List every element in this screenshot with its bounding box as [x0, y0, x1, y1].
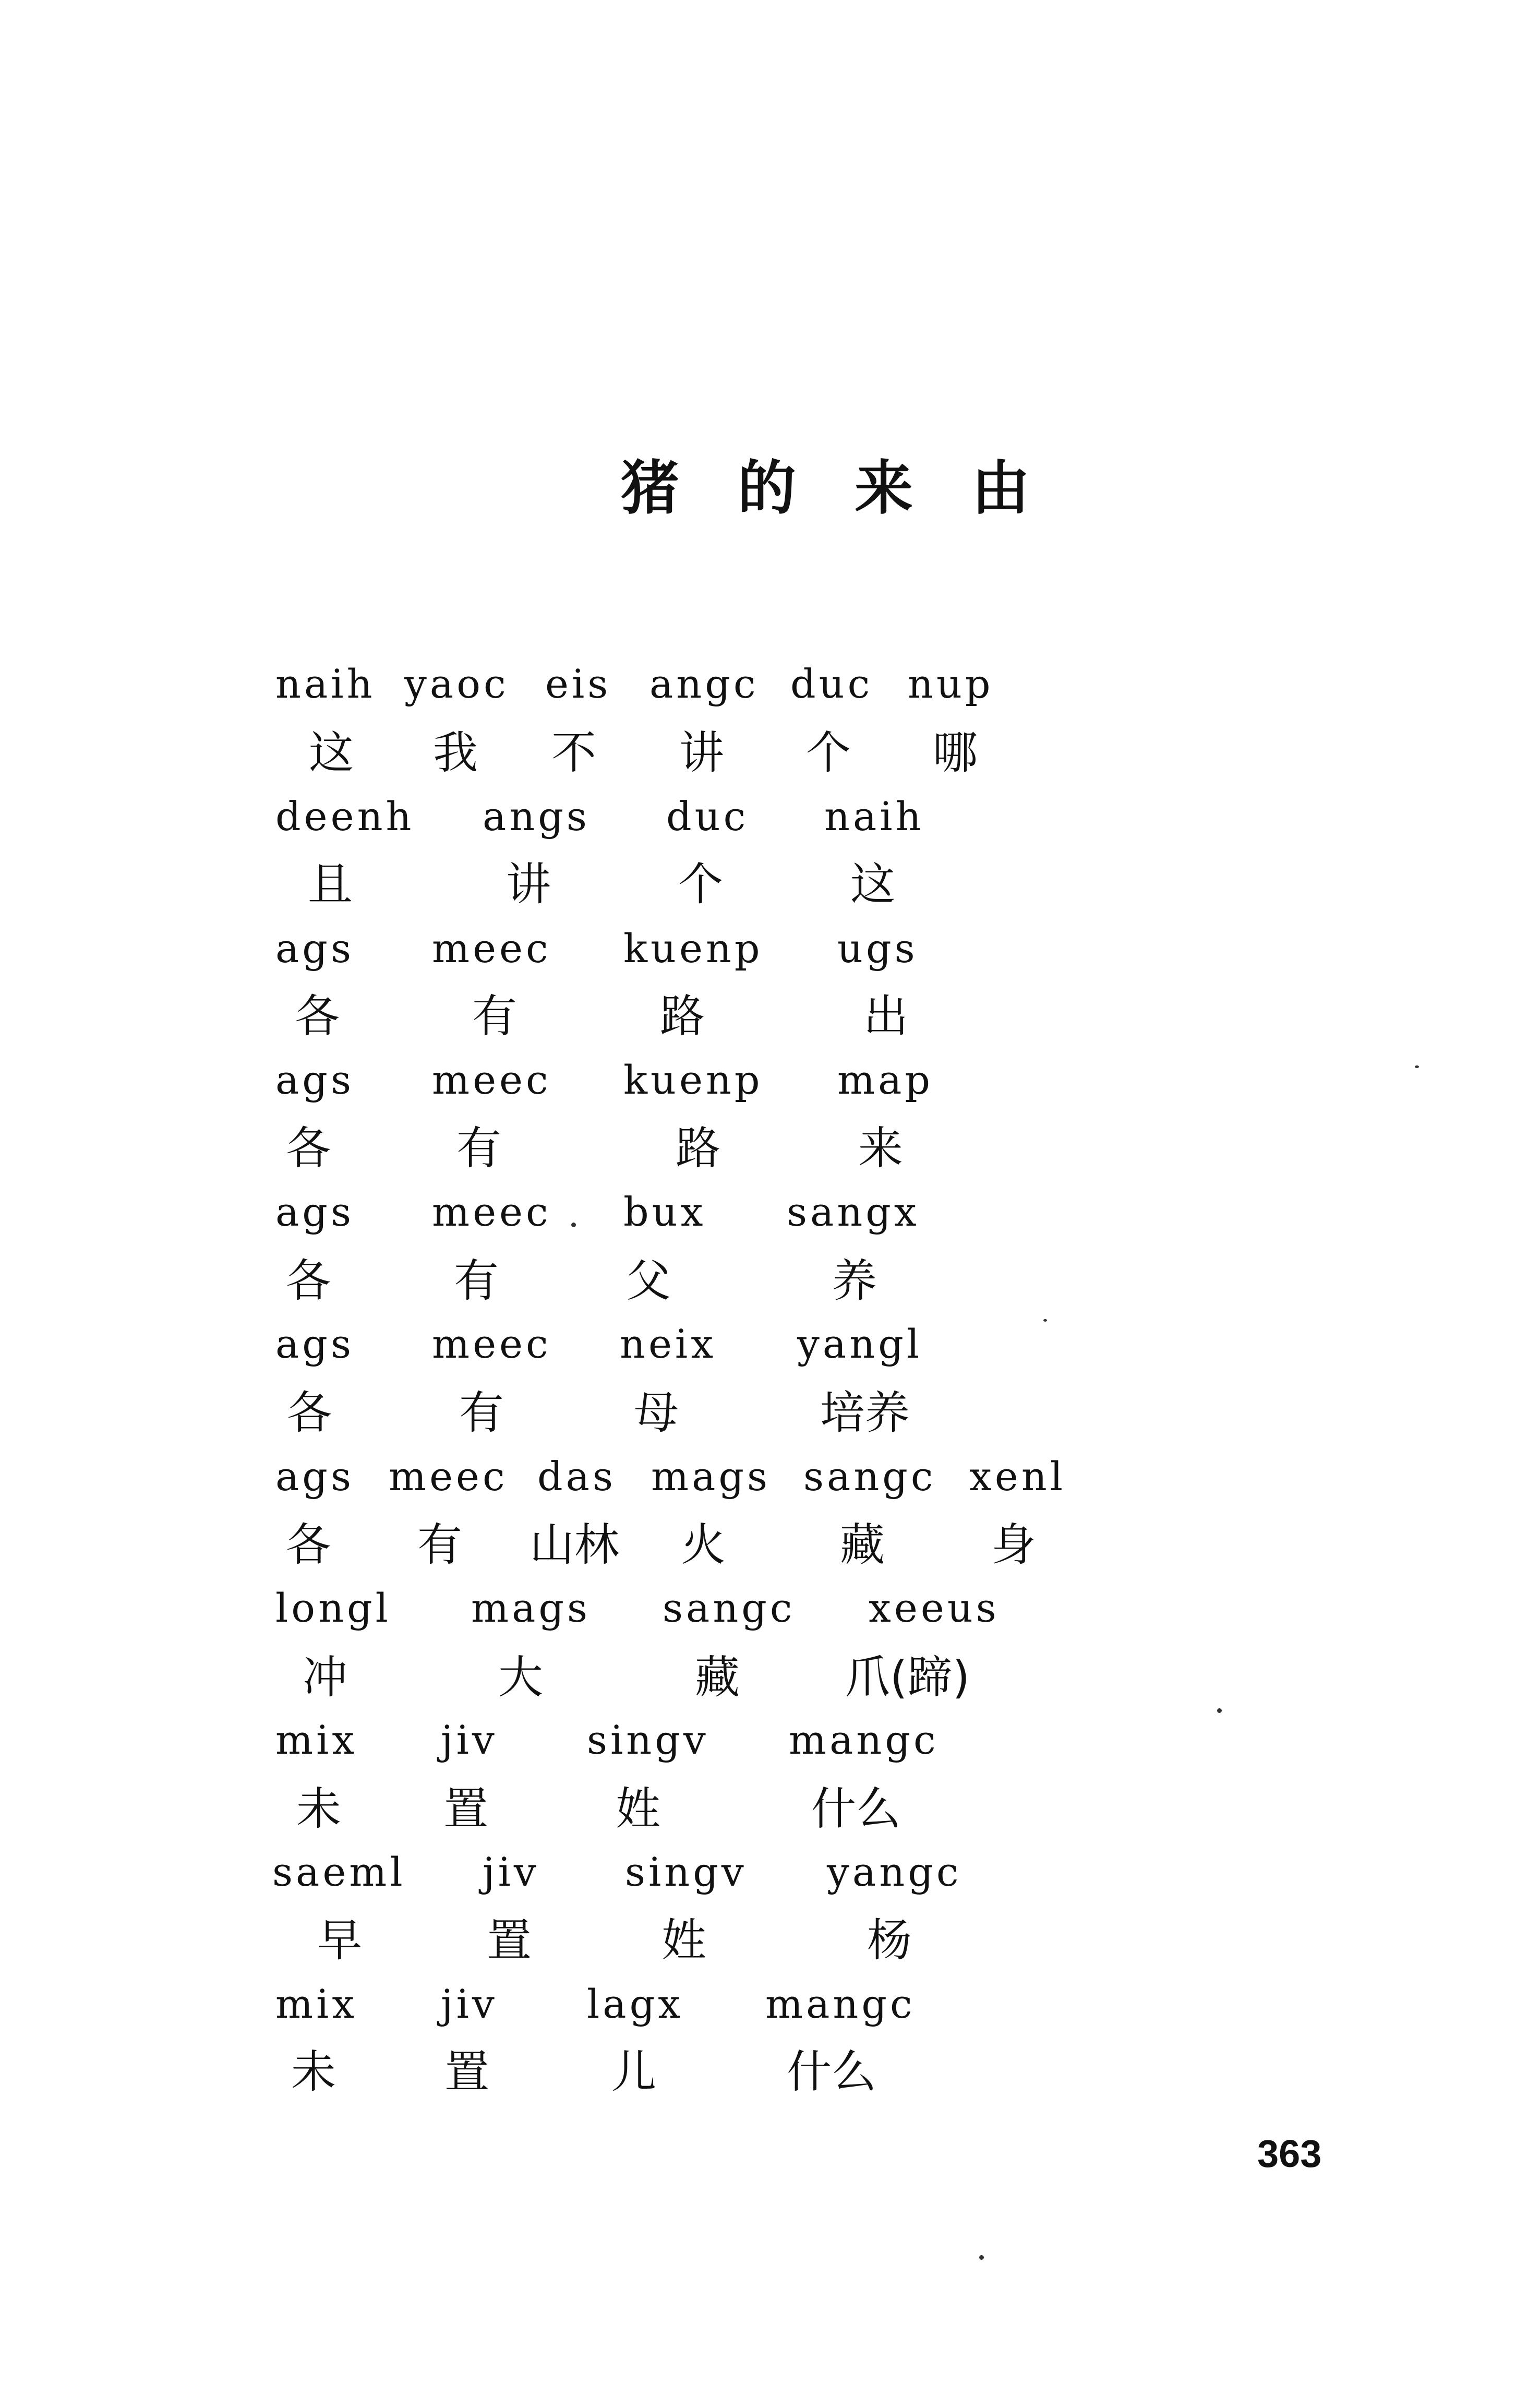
chinese-word: 父 — [626, 1255, 671, 1307]
speck-mark — [571, 1223, 576, 1227]
romanized-line — [0, 1849, 1540, 1920]
chinese-gloss-line — [0, 1387, 1540, 1458]
romanized-word: sangx — [787, 1189, 920, 1235]
romanized-word: ags — [275, 925, 354, 972]
chinese-word: 火 — [681, 1519, 726, 1571]
chinese-word: 藏 — [840, 1519, 885, 1571]
chinese-word: 各 — [287, 1387, 332, 1439]
speck-mark — [1217, 1708, 1222, 1713]
romanized-word: deenh — [275, 793, 415, 840]
romanized-word: jiv — [441, 1717, 498, 1763]
chinese-word: 不 — [551, 727, 596, 779]
chinese-word: 杨 — [867, 1914, 912, 1967]
speck-mark — [1043, 1319, 1047, 1322]
romanized-word: singv — [587, 1717, 709, 1763]
chinese-word: 大 — [498, 1651, 543, 1704]
chinese-word: 有 — [459, 1387, 504, 1439]
romanized-word: jiv — [441, 1981, 498, 2027]
romanized-word: ags — [275, 1321, 354, 1367]
chinese-word: 养 — [832, 1255, 877, 1307]
chinese-word: 什么 — [811, 1783, 901, 1835]
chinese-word: 出 — [863, 990, 908, 1043]
romanized-word: ags — [275, 1189, 354, 1235]
chinese-word: 姓 — [661, 1914, 706, 1967]
romanized-word: mangc — [789, 1717, 939, 1763]
chinese-gloss-line — [0, 990, 1540, 1062]
romanized-word: yaoc — [404, 661, 509, 707]
romanized-word: kuenp — [623, 925, 763, 972]
romanized-word: naih — [275, 661, 376, 707]
romanized-word: mix — [275, 1717, 358, 1763]
romanized-word: meec — [432, 1321, 551, 1367]
chinese-word: 这 — [309, 727, 354, 779]
chinese-word: 培养 — [820, 1387, 910, 1439]
chinese-word: 路 — [676, 1122, 720, 1175]
romanized-word: singv — [625, 1849, 747, 1895]
chinese-gloss-line — [0, 1255, 1540, 1326]
romanized-word: jiv — [483, 1849, 539, 1895]
chinese-word: 未 — [291, 2046, 336, 2098]
romanized-word: naih — [824, 793, 924, 840]
romanized-word: mangc — [765, 1981, 916, 2027]
romanized-line — [0, 1717, 1540, 1788]
chinese-word: 这 — [850, 858, 895, 911]
romanized-word: saeml — [272, 1849, 406, 1895]
romanized-line — [0, 661, 1540, 732]
romanized-word: yangl — [797, 1321, 923, 1367]
romanized-word: neix — [620, 1321, 717, 1367]
chinese-word: 早 — [317, 1914, 362, 1967]
chinese-word: 哪 — [933, 727, 978, 779]
chinese-word: 有 — [454, 1255, 499, 1307]
chinese-word: 什么 — [787, 2046, 876, 2098]
chinese-word: 各 — [286, 1255, 331, 1307]
chinese-gloss-line — [0, 2046, 1540, 2117]
chinese-word: 儿 — [611, 2046, 656, 2098]
romanized-word: mix — [275, 1981, 358, 2027]
romanized-word: ags — [275, 1057, 354, 1103]
chinese-word: 讲 — [506, 858, 551, 911]
romanized-word: yangc — [827, 1849, 962, 1895]
romanized-word: ags — [275, 1453, 354, 1500]
chinese-word: 未 — [296, 1783, 341, 1835]
romanized-word: xenl — [969, 1453, 1066, 1500]
romanized-word: sangc — [803, 1453, 936, 1500]
chinese-word: 我 — [433, 727, 478, 779]
chinese-word: 母 — [634, 1387, 679, 1439]
romanized-line — [0, 1453, 1540, 1525]
chinese-word: 冲 — [303, 1651, 347, 1704]
romanized-line — [0, 1057, 1540, 1128]
chinese-word: 路 — [660, 990, 705, 1043]
romanized-line — [0, 925, 1540, 997]
chinese-gloss-line — [0, 1519, 1540, 1590]
chinese-gloss-line — [0, 1914, 1540, 1986]
chinese-word: 置 — [487, 1914, 532, 1967]
chinese-word: 有 — [456, 1122, 501, 1175]
chinese-word: 爪(蹄) — [845, 1651, 970, 1704]
romanized-word: angs — [483, 793, 590, 840]
romanized-word: xeeus — [869, 1585, 1000, 1631]
romanized-word: meec — [389, 1453, 508, 1500]
romanized-word: das — [537, 1453, 616, 1500]
page-title: 猪的来由 — [621, 454, 1088, 522]
romanized-line — [0, 1321, 1540, 1392]
romanized-word: eis — [545, 661, 611, 707]
romanized-line — [0, 1189, 1540, 1260]
chinese-gloss-line — [0, 727, 1540, 798]
romanized-word: map — [837, 1057, 934, 1103]
romanized-word: meec — [432, 1189, 551, 1235]
chinese-word: 藏 — [695, 1651, 740, 1704]
romanized-word: duc — [666, 793, 749, 840]
speck-mark — [1415, 1065, 1419, 1068]
chinese-word: 各 — [286, 1122, 331, 1175]
romanized-word: bux — [623, 1189, 706, 1235]
chinese-word: 各 — [295, 990, 340, 1043]
chinese-word: 有 — [472, 990, 517, 1043]
chinese-word: 个 — [678, 858, 723, 911]
romanized-word: mags — [471, 1585, 591, 1631]
chinese-word: 置 — [444, 2046, 489, 2098]
romanized-line — [0, 793, 1540, 865]
chinese-word: 且 — [308, 858, 353, 911]
chinese-gloss-line — [0, 1651, 1540, 1723]
romanized-word: duc — [790, 661, 873, 707]
romanized-word: angc — [649, 661, 759, 707]
chinese-word: 有 — [417, 1519, 462, 1571]
chinese-word: 个 — [806, 727, 851, 779]
romanized-word: kuenp — [623, 1057, 763, 1103]
chinese-word: 山林 — [530, 1519, 619, 1571]
chinese-gloss-line — [0, 1783, 1540, 1854]
romanized-line — [0, 1981, 1540, 2052]
chinese-word: 身 — [991, 1519, 1036, 1571]
romanized-word: lagx — [587, 1981, 684, 2027]
romanized-word: meec — [432, 1057, 551, 1103]
chinese-word: 置 — [443, 1783, 488, 1835]
chinese-word: 姓 — [616, 1783, 660, 1835]
chinese-word: 来 — [858, 1122, 903, 1175]
romanized-line — [0, 1585, 1540, 1656]
romanized-word: longl — [275, 1585, 391, 1631]
romanized-word: sangc — [663, 1585, 796, 1631]
page-number: 363 — [1257, 2132, 1322, 2175]
romanized-word: nup — [908, 661, 994, 707]
chinese-word: 讲 — [679, 727, 724, 779]
romanized-word: meec — [432, 925, 551, 972]
chinese-word: 各 — [286, 1519, 331, 1571]
chinese-gloss-line — [0, 1122, 1540, 1194]
romanized-word: ugs — [837, 925, 918, 972]
chinese-gloss-line — [0, 858, 1540, 930]
romanized-word: mags — [651, 1453, 771, 1500]
speck-mark — [979, 2255, 984, 2260]
